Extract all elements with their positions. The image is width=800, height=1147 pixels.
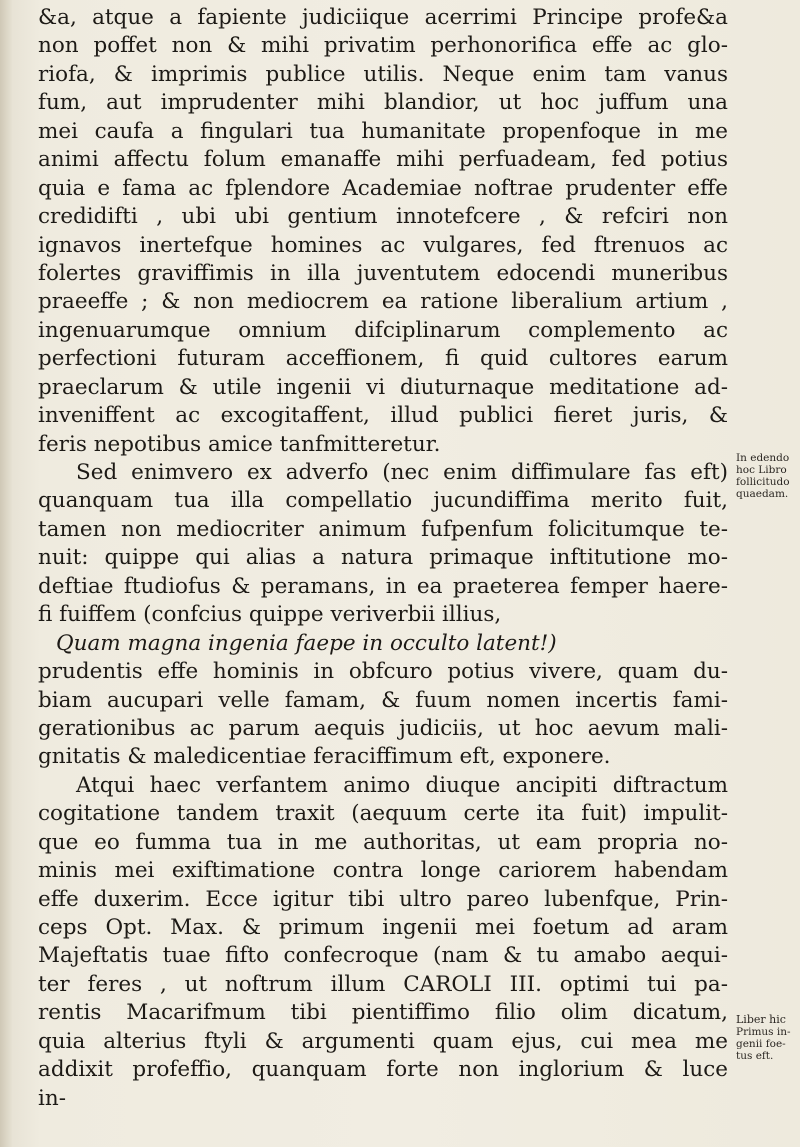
text-line: gerationibus ac parum aequis judiciis, ut hoc aevum mali- <box>38 715 728 741</box>
text-line: gnitatis & maledicentiae feraciffimum eft, exponere. <box>38 744 611 770</box>
text-line: non poffet non & mihi privatim perhonorifica effe ac glo- <box>38 33 728 59</box>
margin-note-line: tus eft. <box>736 1050 774 1062</box>
text-line: cogitatione tandem traxit (aequum certe ita fuit) impulit- <box>38 801 728 827</box>
text-line: ter feres , ut noftrum illum CAROLI III. optimi tui pa- <box>38 971 728 997</box>
text-line: minis mei exiftimatione contra longe cariorem habendam <box>38 858 728 884</box>
text-line: fum, aut imprudenter mihi blandior, ut hoc juffum una <box>38 90 728 116</box>
margin-note-line: genii foe- <box>736 1038 786 1050</box>
text-line: &a, atque a fapiente judiciique acerrimi Principe profe&a <box>38 5 728 30</box>
text-line: que eo fumma tua in me authoritas, ut eam propria no- <box>38 829 728 855</box>
text-line: mei caufa a fingulari tua humanitate propenfoque in me <box>38 118 728 144</box>
text-line: effe duxerim. Ecce igitur tibi ultro pareo lubenfque, Prin- <box>38 886 728 912</box>
text-line: biam aucupari velle famam, & fuum nomen incertis fami- <box>38 687 728 713</box>
text-line: praeeffe ; & non mediocrem ea ratione liberalium artium , <box>38 289 728 315</box>
text-line: inveniffent ac excogitaffent, illud publici fieret juris, & <box>38 403 728 429</box>
text-line: animi affectu folum emanaffe mihi perfuadeam, fed potius <box>38 147 728 173</box>
margin-note-line: hoc Libro <box>736 464 787 476</box>
text-line: rentis Macarifmum tibi pientiffimo filio olim dicatum, <box>38 1000 728 1026</box>
text-line: feris nepotibus amice tanfmitteretur. <box>38 431 441 457</box>
text-line: quia e fama ac fplendore Academiae noftrae prudenter effe <box>38 175 728 201</box>
text-line: folertes graviffimis in illa juventutem edocendi muneribus <box>38 260 728 286</box>
text-line: Quam magna ingenia faepe in occulto latent!) <box>56 630 557 656</box>
text-line: Atqui haec verfantem animo diuque ancipiti diftractum <box>76 772 728 798</box>
text-line: praeclarum & utile ingenii vi diuturnaque meditatione ad- <box>38 374 728 400</box>
text-line: Sed enimvero ex adverfo (nec enim diffimulare fas eft) <box>76 460 728 485</box>
text-line: riofa, & imprimis publice utilis. Neque enim tam vanus <box>38 61 728 87</box>
page-gutter <box>0 0 12 1147</box>
text-line: quanquam tua illa compellatio jucundiffima merito fuit, <box>38 488 728 514</box>
text-line: credidifti , ubi ubi gentium innotefcere , & refciri non <box>38 204 728 230</box>
margin-note-1 <box>736 452 798 500</box>
text-line: in- <box>38 1085 66 1111</box>
margin-note-line: In edendo <box>736 452 790 464</box>
text-line: deftiae ftudiofus & peramans, in ea praeterea femper haere- <box>38 573 728 599</box>
text-line: tamen non mediocriter animum fufpenfum folicitumque te- <box>38 516 728 542</box>
margin-note-line: follicitudo <box>736 476 790 488</box>
text-line: prudentis effe hominis in obfcuro potius vivere, quam du- <box>38 659 728 685</box>
margin-note-line: Liber hic <box>736 1013 786 1026</box>
text-line: ceps Opt. Max. & primum ingenii mei foetum ad aram <box>38 915 728 940</box>
text-line: addixit profeffio, quanquam forte non inglorium & luce <box>38 1057 728 1083</box>
text-line: nuit: quippe qui alias a natura primaque inftitutione mo- <box>38 545 728 571</box>
text-line: fi fuiffem (confcius quippe veriverbii illius, <box>38 602 502 628</box>
margin-note-line: Primus in- <box>736 1026 791 1038</box>
text-line: ignavos inertefque homines ac vulgares, fed ftrenuos ac <box>38 232 728 258</box>
text-line: ingenuarumque omnium difciplinarum complemento ac <box>38 317 728 343</box>
text-line: quia alterius ftyli & argumenti quam ejus, cui mea me <box>38 1028 728 1054</box>
margin-note-2 <box>736 1014 798 1062</box>
text-line: perfectioni futuram acceffionem, fi quid cultores earum <box>38 346 728 372</box>
text-line: Majeftatis tuae fifto confecroque (nam & tu amabo aequi- <box>38 943 728 969</box>
main-text <box>38 4 728 1113</box>
margin-note-line: quaedam. <box>736 488 789 500</box>
